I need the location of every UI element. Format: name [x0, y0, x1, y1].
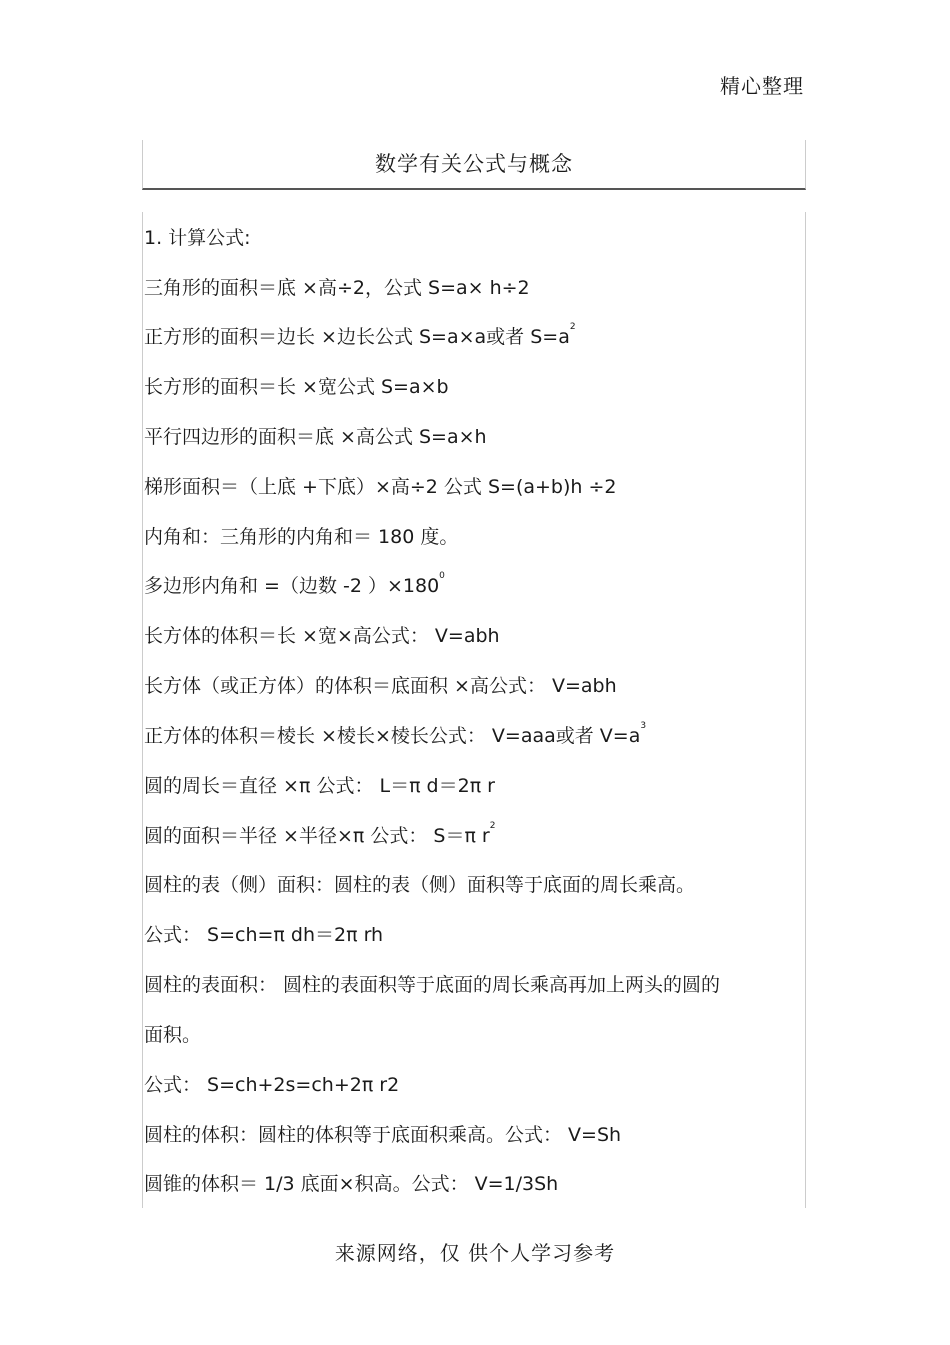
formula-line-2: 三角形的面积＝底 ×高÷2，公式 S=a× h÷2: [144, 277, 530, 299]
document-title: 数学有关公式与概念: [375, 152, 573, 176]
formula-line-6: 梯形面积＝（上底 +下底）×高÷2 公式 S=(a+b)h ÷2: [144, 476, 617, 498]
header-note: 精心整理: [720, 74, 804, 98]
formula-line-8: 多边形内角和 =（边数 -2 ）$\times 180^0$: [144, 571, 445, 597]
content-frame: [142, 212, 806, 1208]
formula-line-12: 圆的周长＝直径 ×π 公式： L＝π d＝2π r: [144, 775, 495, 797]
formula-line-16: 圆柱的表面积： 圆柱的表面积等于底面的周长乘高再加上两头的圆的: [144, 974, 721, 996]
formula-line-15: 公式： S=ch=π dh＝2π rh: [144, 924, 384, 946]
formula-line-11: 正方体的体积＝棱长 ×棱长×棱长公式： V=aaa或者 $V=a^3$: [144, 721, 647, 747]
formula-line-17: 面积。: [144, 1024, 202, 1046]
formula-line-5: 平行四边形的面积＝底 ×高公式 S=a×h: [144, 426, 487, 448]
formula-line-13: 圆的面积＝半径 ×半径×π 公式： S＝π $r^2$: [144, 821, 496, 847]
formula-line-3: 正方形的面积＝边长 ×边长公式 S=a×a或者 $S=a^2$: [144, 322, 576, 348]
formula-line-18: 公式： S=ch+2s=ch+2π r2: [144, 1074, 400, 1096]
formula-line-19: 圆柱的体积：圆柱的体积等于底面积乘高。公式： V=Sh: [144, 1124, 622, 1146]
formula-line-4: 长方形的面积＝长 ×宽公式 S=a×b: [144, 376, 449, 398]
formula-line-1: 1. 计算公式:: [144, 227, 251, 249]
formula-line-7: 内角和：三角形的内角和＝ 180 度。: [144, 526, 459, 548]
formula-line-14: 圆柱的表（侧）面积：圆柱的表（侧）面积等于底面的周长乘高。: [144, 874, 696, 896]
formula-line-20: 圆锥的体积＝ 1/3 底面×积高。公式： V=1/3Sh: [144, 1173, 559, 1195]
footer-note: 来源网络，仅 供个人学习参考: [334, 1241, 616, 1265]
formula-line-10: 长方体（或正方体）的体积＝底面积 ×高公式： V=abh: [144, 675, 617, 697]
formula-line-9: 长方体的体积＝长 ×宽×高公式： V=abh: [144, 625, 500, 647]
title-box: [142, 140, 806, 190]
